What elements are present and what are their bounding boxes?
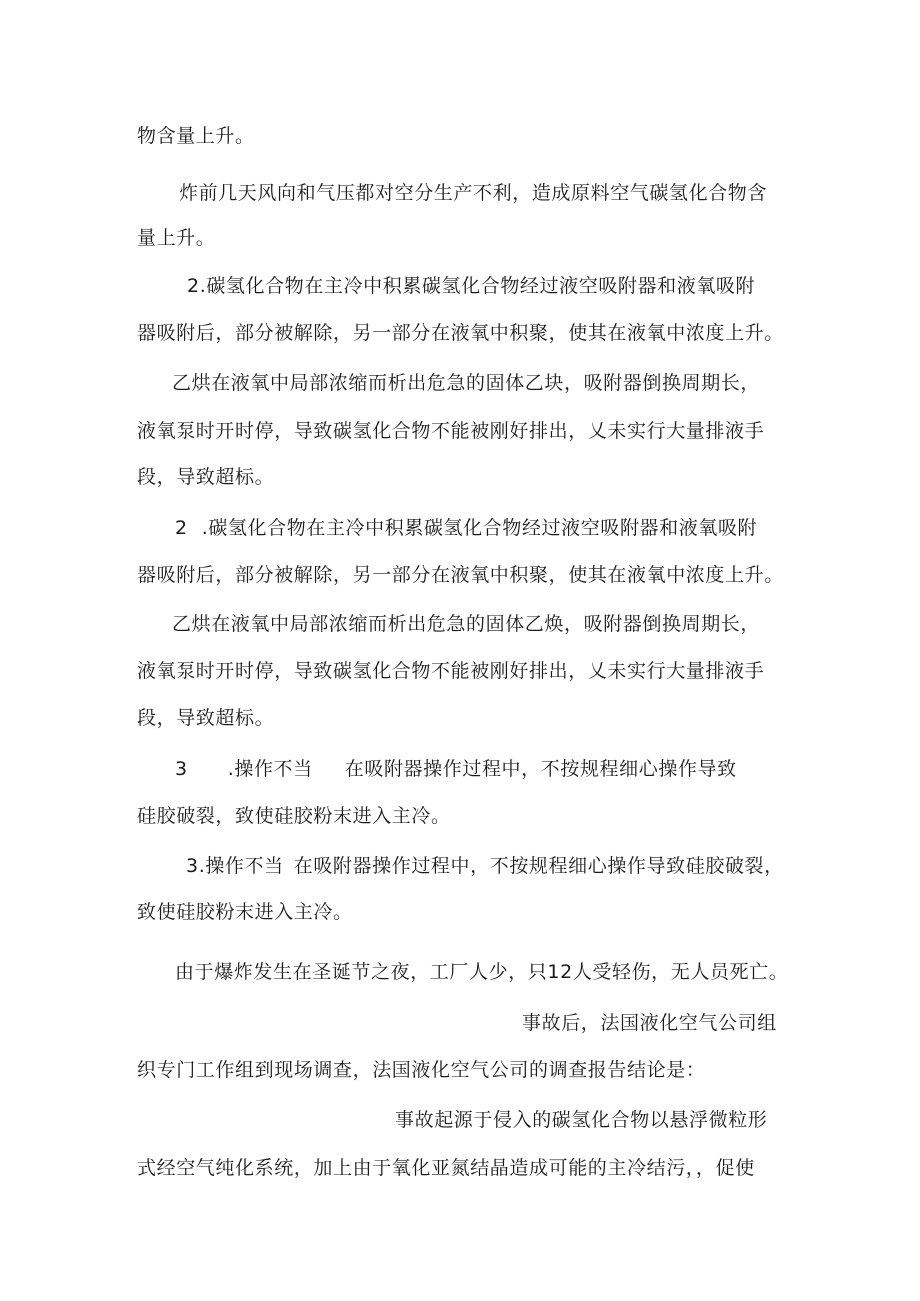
item-number: 3 (175, 758, 188, 780)
text-line: 致使硅胶粉末进入主冷。 (137, 901, 353, 923)
text-line: 段，导致超标。 (137, 466, 275, 488)
text-line: 物含量上升。 (137, 125, 255, 147)
text-line: 液氧泵时开时停，导致碳氢化合物不能被刚好排出，乂未实行大量排液手 (137, 420, 765, 442)
item-text: 在吸附器操作过程中，不按规程细心操作导致 (344, 758, 737, 780)
text-line: 乙烘在液氧中局部浓缩而析出危急的固体乙块，吸附器倒换周期长， (172, 372, 761, 394)
text-line: 乙烘在液氧中局部浓缩而析出危急的固体乙焕，吸附器倒换周期长， (172, 613, 761, 635)
text-line: 事故起源于侵入的碳氢化合物以悬浮微粒形 (395, 1109, 768, 1131)
text-line: 硅胶破裂，致使硅胶粉末进入主冷。 (137, 805, 451, 827)
text-line (175, 516, 757, 540)
item-text: .碳氢化合物在主冷中积累碳氢化合物经过液空吸附器和液氧吸附 (201, 517, 758, 539)
item-title: 3.操作不当 (186, 855, 284, 877)
text-line: 炸前几天风向和气压都对空分生产不利，造成原料空气碳氢化合物含 (179, 182, 768, 204)
text-line: 由于爆炸发生在圣诞节之夜，工厂人少，只12人受轻伤，无人员死亡。 (175, 961, 789, 983)
text-line: 段，导致超标。 (137, 707, 275, 729)
item-number: 2 (175, 517, 188, 539)
text-line: 式经空气纯化系统，加上由于氧化亚氮结晶造成可能的主冷结污，，促使 (137, 1157, 755, 1179)
item-text: 在吸附器操作过程中，不按规程细心操作导致硅胶破裂， (293, 855, 784, 877)
text-line: 2.碳氢化合物在主冷中积累碳氢化合物经过液空吸附器和液氧吸附 (187, 275, 756, 297)
item-title: .操作不当 (227, 758, 313, 780)
text-line: 事故后，法国液化空气公司组 (522, 1012, 777, 1034)
text-line (186, 854, 784, 878)
text-line: 量上升。 (137, 227, 216, 249)
text-line (175, 757, 737, 781)
text-line: 液氧泵时开时停，导致碳氢化合物不能被刚好排出，乂未实行大量排液手 (137, 660, 765, 682)
text-line: 器吸附后，部分被解除，另一部分在液氧中积聚，使其在液氧中浓度上升。 (137, 322, 784, 344)
text-line: 器吸附后，部分被解除，另一部分在液氧中积聚，使其在液氧中浓度上升。 (137, 564, 784, 586)
text-line: 织专门工作组到现场调查，法国液化空气公司的调查报告结论是： (137, 1059, 706, 1081)
